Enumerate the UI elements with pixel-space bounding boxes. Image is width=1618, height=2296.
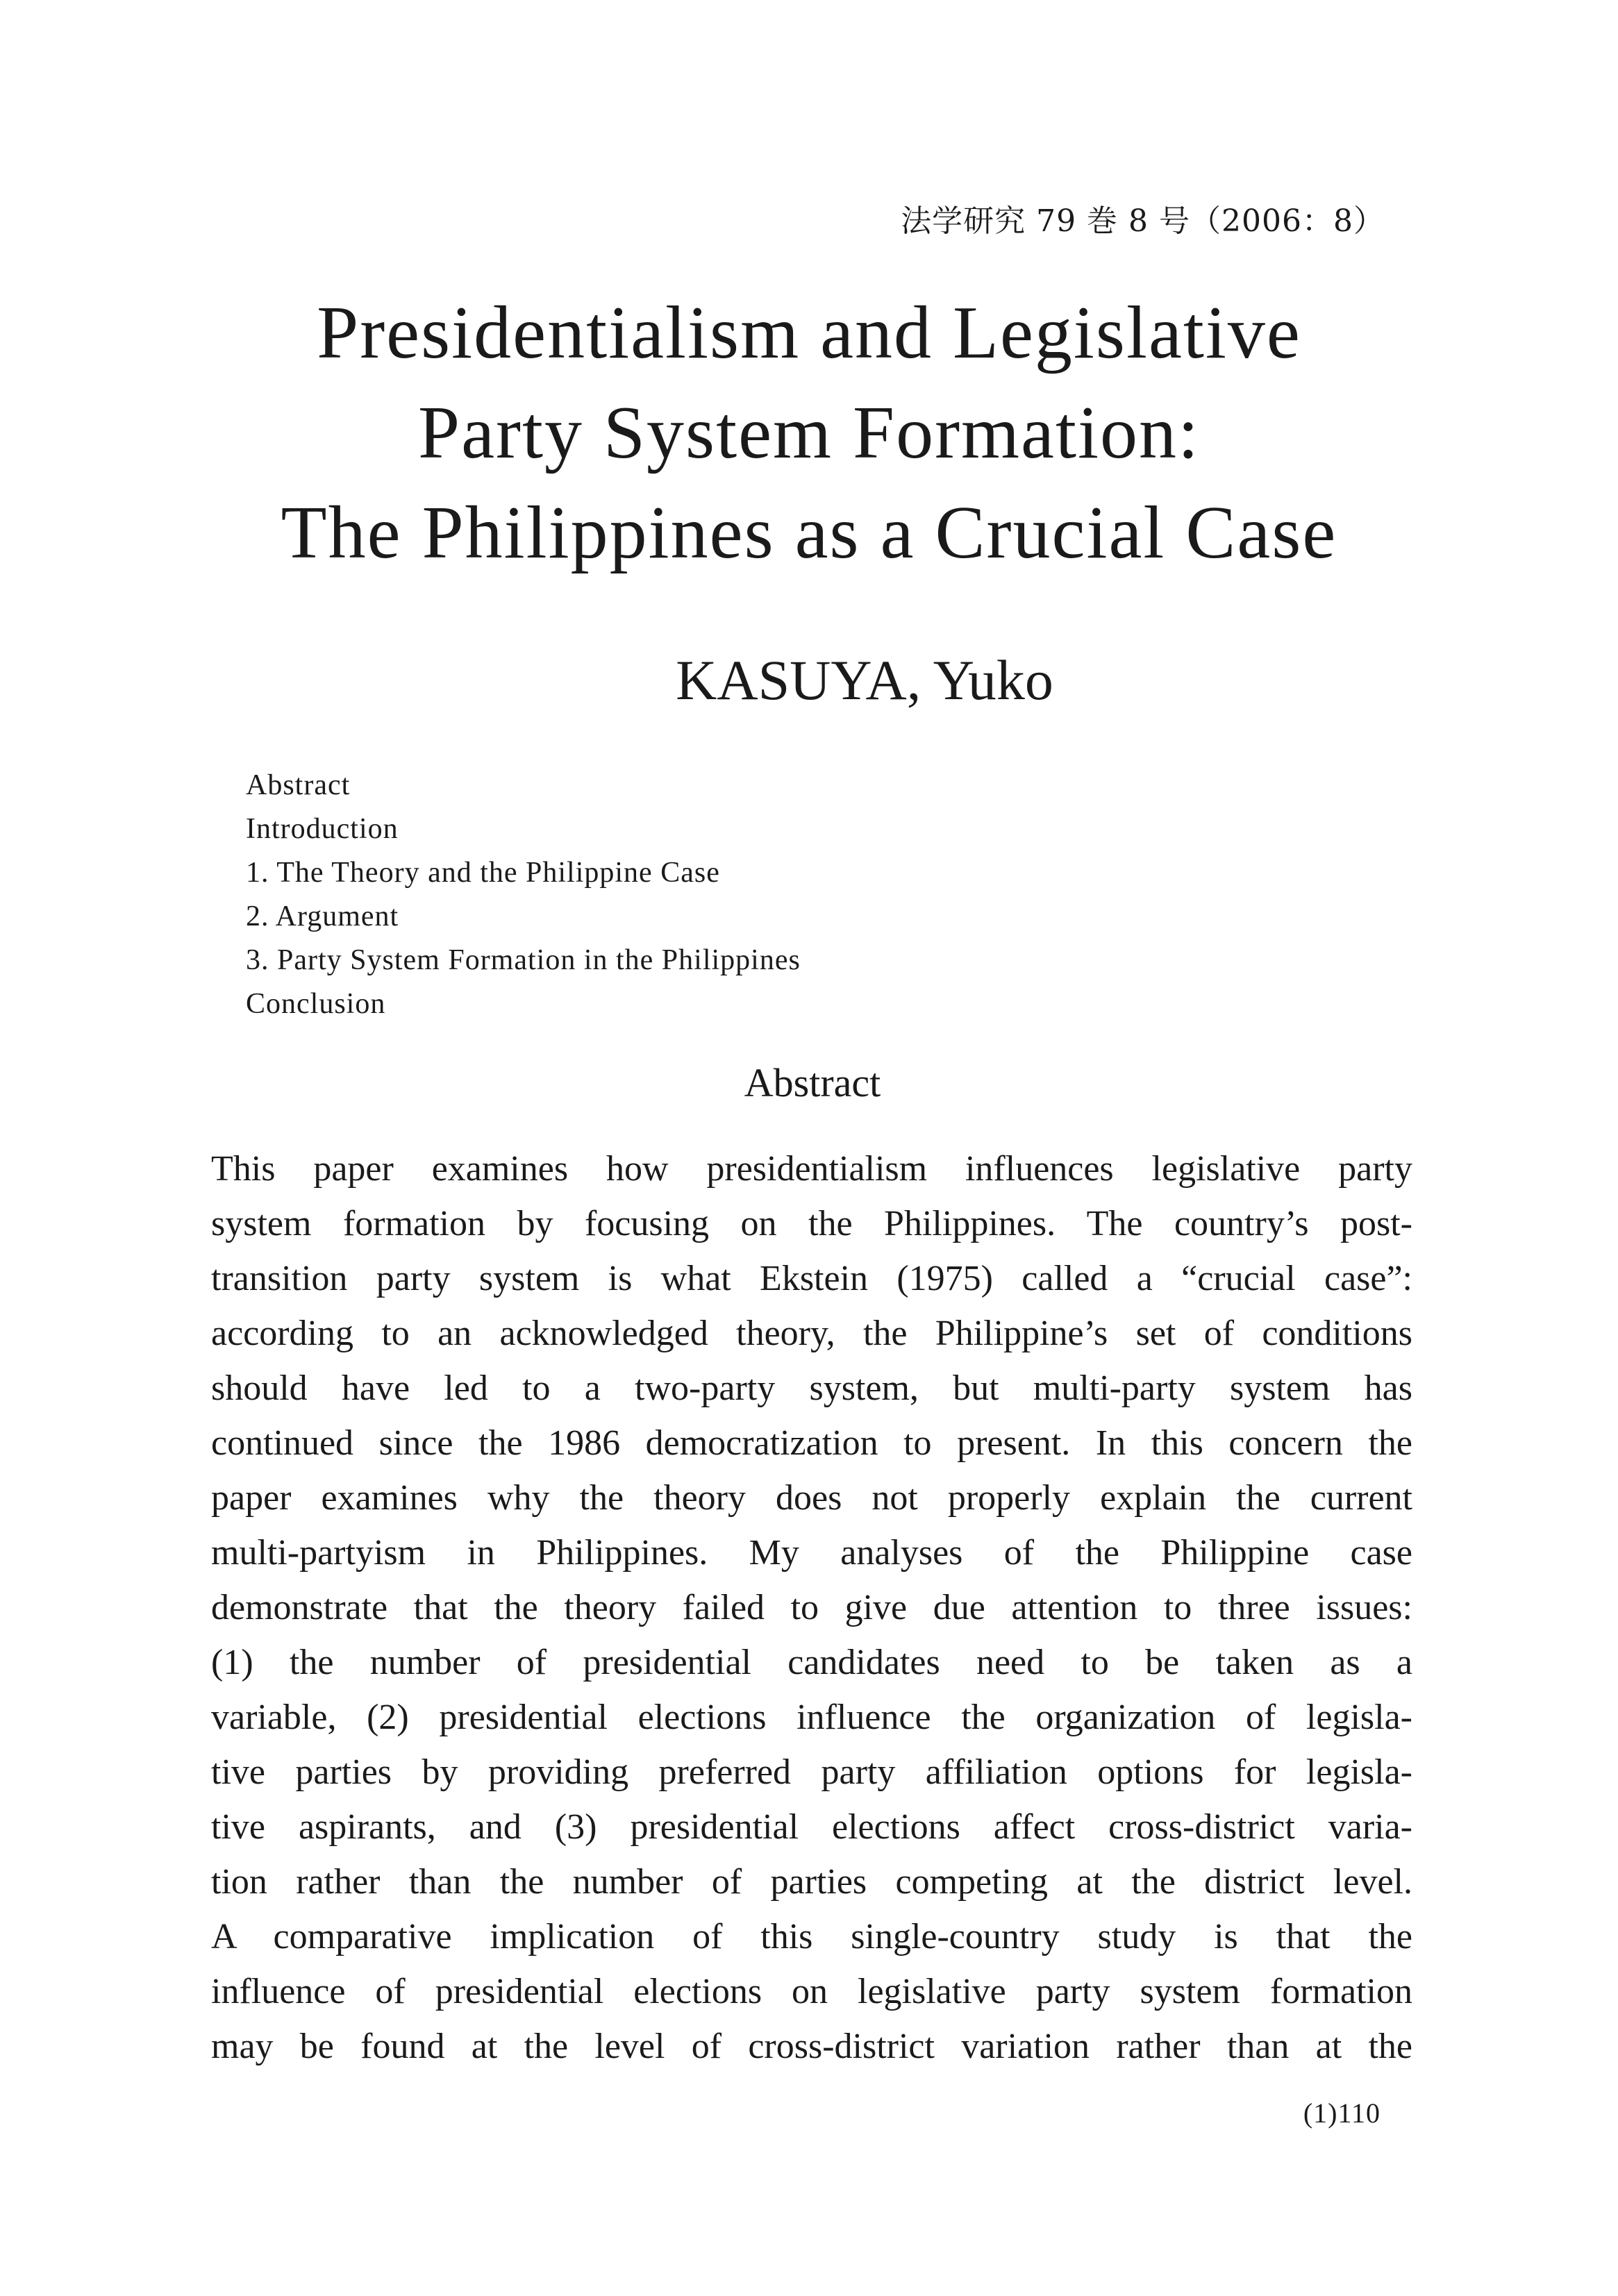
abstract-line: A comparative implication of this single-country study is that the [211,1917,1412,1956]
abstract-line: transition party system is what Ekstein (1975) called a “crucial case”: [211,1259,1412,1298]
abstract-line: demonstrate that the theory failed to give due attention to three issues: [211,1588,1412,1627]
abstract-line: tive aspirants, and (3) presidential elections affect cross-district varia- [211,1807,1412,1847]
toc-item: Conclusion [246,988,386,1020]
title-line: Party System Formation: [418,392,1200,474]
abstract-line: (1) the number of presidential candidates need to be taken as a [211,1643,1412,1682]
toc-item: 3. Party System Formation in the Philippines [246,944,801,976]
title-line: Presidentialism and Legislative [317,292,1301,374]
toc-item: Abstract [246,769,351,801]
abstract-line: paper examines why the theory does not properly explain the current [211,1478,1412,1518]
abstract-line: variable, (2) presidential elections influence the organization of legisla- [211,1698,1412,1737]
toc-item: 1. The Theory and the Philippine Case [246,857,720,889]
page-number: (1)110 [1303,2097,1381,2129]
abstract-line: tion rather than the number of parties competing at the district level. [211,1862,1412,1902]
abstract-line: may be found at the level of cross-district variation rather than at the [211,2027,1412,2066]
abstract-line: tive parties by providing preferred party affiliation options for legisla- [211,1752,1412,1792]
author-name: KASUYA, Yuko [676,648,1053,712]
table-of-contents [246,764,801,1026]
abstract-line: influence of presidential elections on legislative party system formation [211,1972,1412,2011]
abstract-body [211,1141,1412,2074]
abstract-heading: Abstract [744,1060,881,1105]
journal-header: 法学研究 79 巻 8 号（2006：8） [901,203,1385,239]
toc-item: 2. Argument [246,900,399,932]
title-line: The Philippines as a Crucial Case [281,492,1337,574]
abstract-line: This paper examines how presidentialism influences legislative party [211,1149,1412,1189]
abstract-line: according to an acknowledged theory, the Philippine’s set of conditions [211,1314,1412,1353]
paper-title [0,283,1618,583]
toc-item: Introduction [246,813,399,845]
abstract-line: continued since the 1986 democratization to present. In this concern the [211,1423,1412,1463]
abstract-line: system formation by focusing on the Philippines. The country’s post- [211,1204,1412,1243]
abstract-line: multi-partyism in Philippines. My analyses of the Philippine case [211,1533,1412,1573]
abstract-line: should have led to a two-party system, but multi-party system has [211,1368,1412,1408]
